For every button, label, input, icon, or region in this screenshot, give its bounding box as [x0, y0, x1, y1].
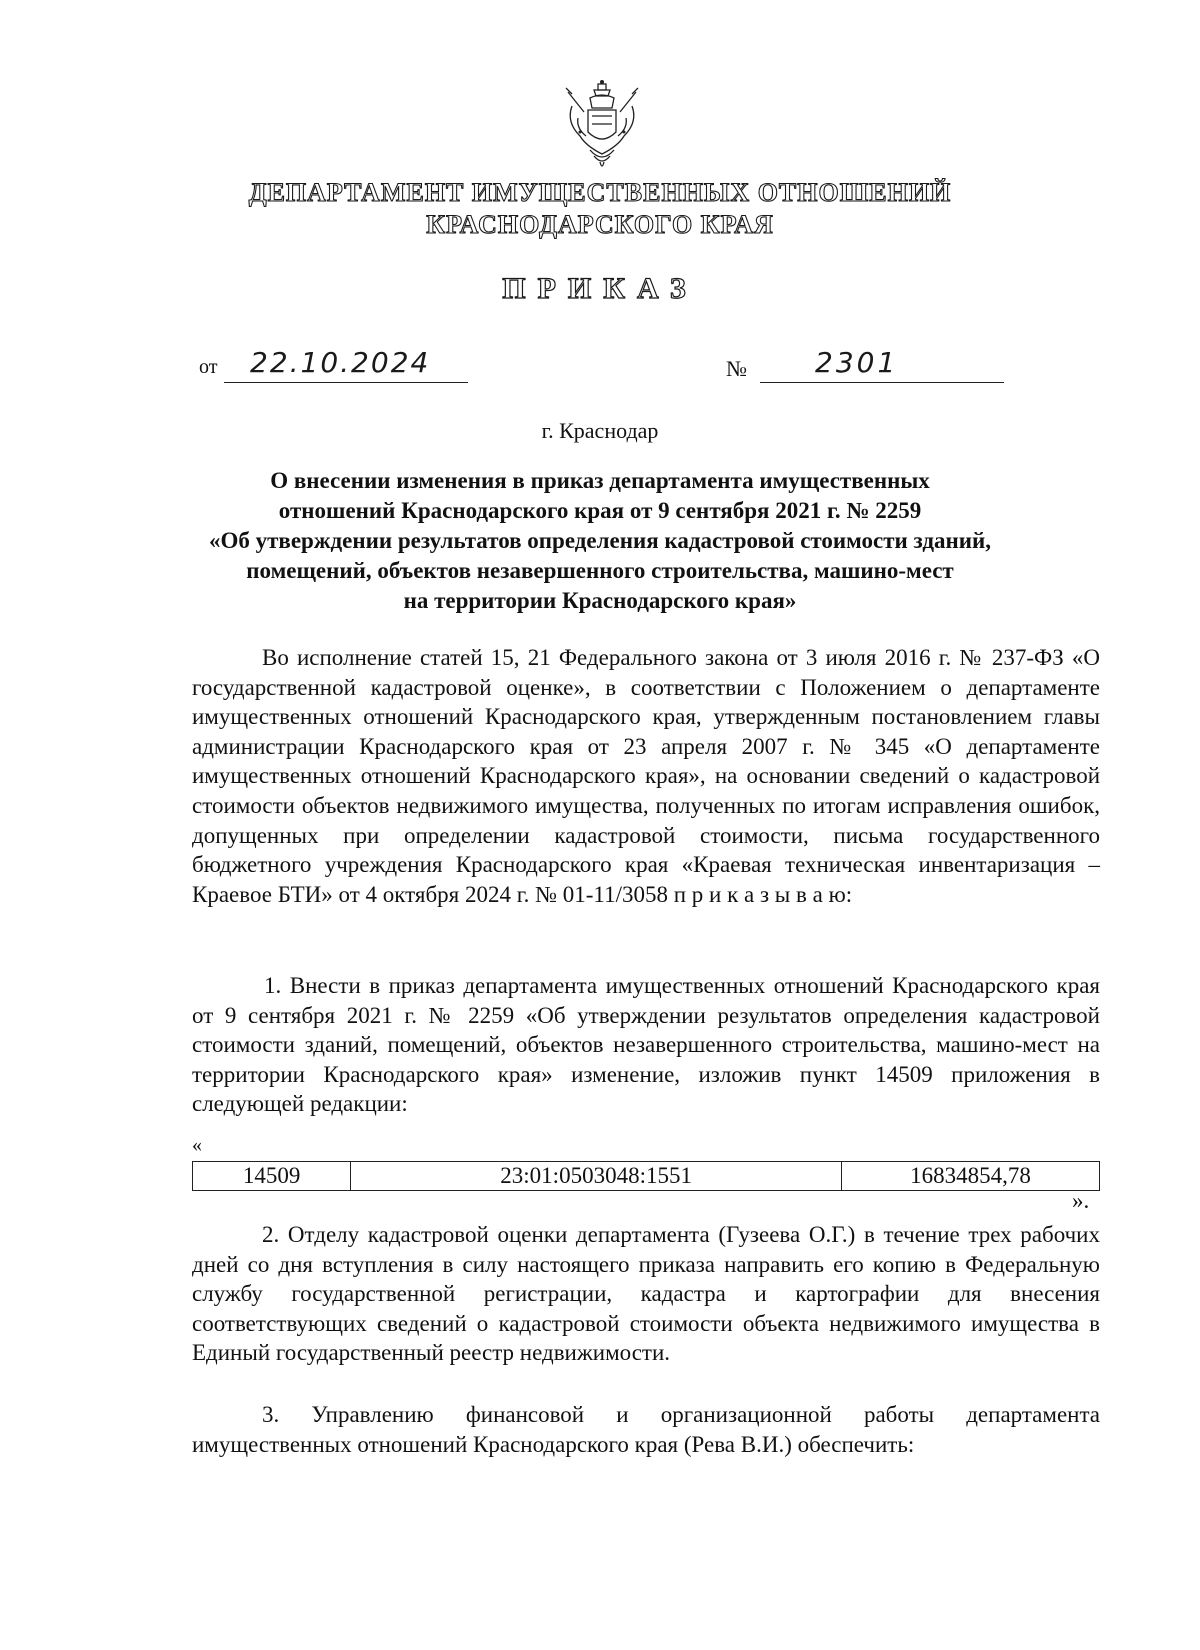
title-line: «Об утверждении результатов определения кадастровой стоимости зданий,: [208, 528, 992, 553]
paragraph-item-1: 1. Внести в приказ департамента имущественных отношений Краснодарского края от 9 сентября 2021 г. № 2259 «Об утверждении результатов определения кадастровой стоимости зданий, помещений, объектов незавершенного строительства, машино-мест на территории Краснодарского края» изменение, изложив пункт 14509 приложения в следующей редакции:: [192, 973, 1100, 1117]
number-underline: [760, 382, 1004, 383]
number-value: 2301: [815, 346, 899, 379]
table-cell-item-number: 14509: [193, 1162, 351, 1191]
department-name-line2: КРАСНОДАРСКОГО КРАЯ: [426, 210, 774, 239]
date-label: от: [199, 356, 218, 378]
date-underline: [224, 382, 468, 383]
quote-close: ».: [1072, 1188, 1090, 1213]
title-line: на территории Краснодарского края»: [403, 588, 797, 613]
document-title: [180, 466, 1020, 616]
cadastral-table: [192, 1161, 1100, 1191]
quote-open: «: [192, 1134, 202, 1156]
date-value: 22.10.2024: [250, 346, 431, 379]
table-cell-cadastral-number: 23:01:0503048:1551: [351, 1162, 842, 1191]
department-name-line1: ДЕПАРТАМЕНТ ИМУЩЕСТВЕННЫХ ОТНОШЕНИЙ: [248, 178, 952, 207]
document-type: ПРИКАЗ: [502, 272, 698, 305]
table-row: [193, 1162, 1100, 1191]
coat-of-arms-icon: [560, 78, 644, 174]
paragraph-item-3: 3. Управлению финансовой и организационной работы департамента имущественных отношений Краснодарского края (Рева В.И.) обеспечить:: [192, 1402, 1100, 1457]
title-line: помещений, объектов незавершенного строительства, машино-мест: [246, 558, 954, 583]
title-line: отношений Краснодарского края от 9 сентября 2021 г. № 2259: [278, 498, 922, 523]
table-cell-cadastral-value: 16834854,78: [842, 1162, 1100, 1191]
paragraph-preamble: Во исполнение статей 15, 21 Федерального закона от 3 июля 2016 г. № 237-ФЗ «О государственной кадастровой оценке», в соответствии с Положением о департаменте имущественных отношений Краснодарского края, утвержденным постановлением главы администрации Краснодарского края от 23 апреля 2007 г. № 345 «О департаменте имущественных отношений Краснодарского края», на основании сведений о кадастровой стоимости объектов недвижимого имущества, полученных по итогам исправления ошибок, допущенных при определении кадастровой стоимости, письма государственного бюджетного учреждения Краснодарского края «Краевая техническая инвентаризация – Краевое БТИ» от 4 октября 2024 г. № 01-11/3058 п р и к а з ы в а ю:: [192, 645, 1100, 907]
number-label: №: [726, 356, 747, 381]
title-line: О внесении изменения в приказ департамента имущественных: [270, 468, 930, 493]
city: г. Краснодар: [541, 418, 659, 443]
paragraph-item-2: 2. Отделу кадастровой оценки департамента (Гузеева О.Г.) в течение трех рабочих дней со дня вступления в силу настоящего приказа направить его копию в Федеральную службу государственной регистрации, кадастра и картографии для внесения соответствующих сведений о кадастровой стоимости объекта недвижимого имущества в Единый государственный реестр недвижимости.: [192, 1222, 1100, 1366]
